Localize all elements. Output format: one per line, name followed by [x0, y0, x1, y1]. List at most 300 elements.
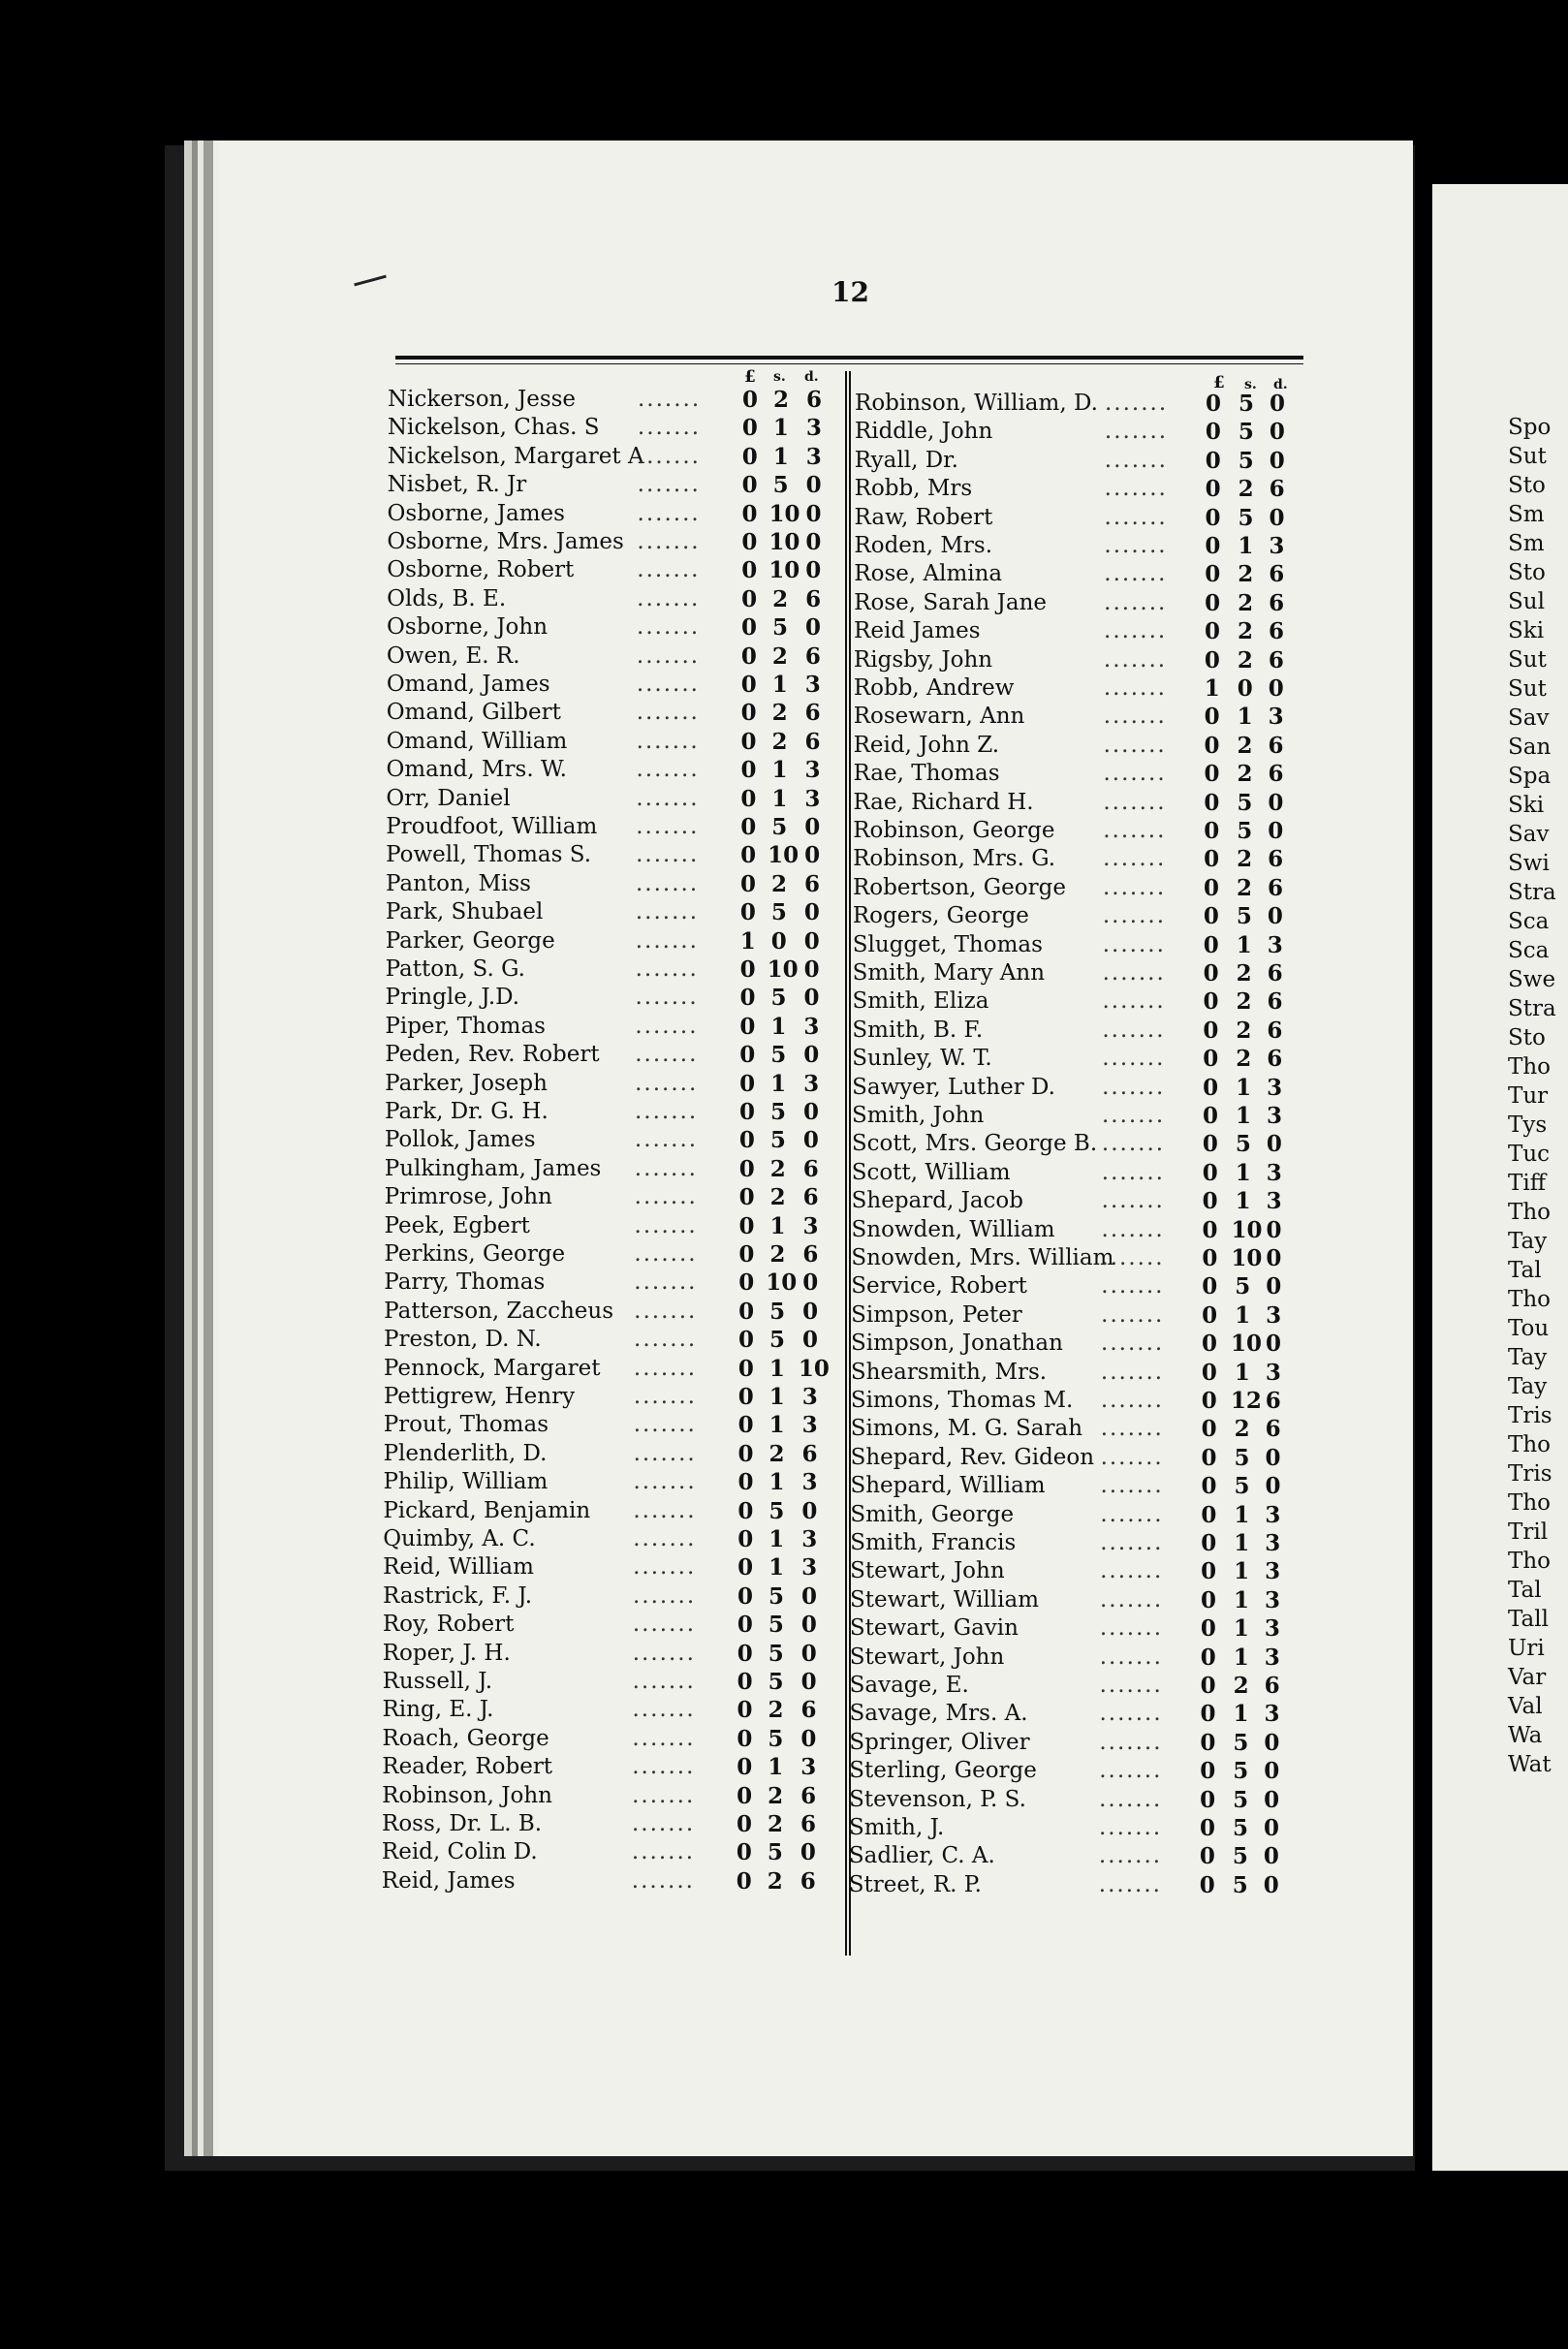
- pence-value: 0: [1263, 1871, 1279, 1898]
- leader-dots: .......: [637, 443, 701, 469]
- ledger-row: [852, 1217, 1298, 1245]
- pence-value: 0: [800, 1582, 817, 1610]
- subscriber-name: Olds, B. E.: [387, 585, 507, 611]
- adjacent-fragment: Tris: [1508, 1461, 1552, 1487]
- pounds-value: 0: [738, 1241, 755, 1268]
- ledger-row: [387, 729, 842, 757]
- leader-dots: .......: [632, 1725, 696, 1751]
- pounds-value: 0: [1203, 960, 1219, 987]
- leader-dots: .......: [632, 1612, 697, 1638]
- pence-value: 3: [803, 1013, 820, 1040]
- pounds-value: 0: [1199, 1815, 1215, 1841]
- shillings-value: 1: [768, 1754, 784, 1781]
- leader-dots: .......: [634, 1155, 698, 1181]
- leader-dots: .......: [1099, 1644, 1163, 1670]
- ledger-row: [855, 505, 1301, 533]
- subscriber-name: Pettigrew, Henry: [383, 1384, 576, 1409]
- shillings-value: 5: [769, 1127, 786, 1154]
- pounds-value: 0: [1202, 1159, 1218, 1186]
- subscriber-name: Savage, Mrs. A.: [849, 1701, 1028, 1727]
- adjacent-fragment: Tou: [1508, 1316, 1550, 1341]
- subscriber-name: Omand, Mrs. W.: [386, 757, 567, 783]
- pounds-value: 0: [1202, 1331, 1218, 1358]
- ledger-row: [853, 846, 1299, 874]
- adjacent-fragment: Stra: [1508, 880, 1556, 905]
- ledger-row: [851, 1331, 1297, 1359]
- ledger-row: [386, 757, 841, 785]
- pence-value: 0: [802, 1327, 819, 1354]
- subscriber-name: Nickelson, Margaret A: [387, 443, 644, 469]
- subscriber-name: Robinson, William, D.: [855, 391, 1098, 416]
- leader-dots: .......: [637, 472, 701, 498]
- leader-dots: .......: [1100, 1444, 1164, 1470]
- subscriber-name: Rose, Almina: [854, 561, 1003, 587]
- shillings-value: 2: [768, 1782, 784, 1809]
- pence-value: 3: [1264, 1644, 1280, 1671]
- pence-value: 0: [1263, 1815, 1279, 1841]
- subscriber-name: Scott, William: [851, 1159, 1011, 1185]
- ledger-row: [853, 960, 1299, 988]
- ledger-row: [386, 928, 841, 956]
- subscriber-name: Osborne, James: [387, 500, 565, 526]
- pence-value: 3: [1267, 931, 1283, 958]
- leader-dots: .......: [1099, 1701, 1163, 1727]
- subscriber-name: Stevenson, P. S.: [849, 1786, 1026, 1812]
- leader-dots: .......: [635, 1013, 699, 1039]
- subscriber-name: Raw, Robert: [854, 504, 993, 530]
- subscriber-name: Sadlier, C. A.: [848, 1843, 995, 1869]
- pence-value: 3: [1265, 1501, 1281, 1528]
- adjacent-fragment: Val: [1508, 1694, 1543, 1719]
- ledger-row: [384, 1299, 839, 1327]
- ledger-row: [386, 871, 841, 899]
- subscriber-name: Nickelson, Chas. S: [387, 415, 600, 441]
- subscriber-name: Riddle, John: [854, 419, 993, 445]
- subscriber-name: Ryall, Dr.: [854, 447, 958, 473]
- pounds-value: 0: [741, 529, 758, 555]
- pounds-value: 0: [736, 1839, 752, 1866]
- ledger-row: [849, 1787, 1295, 1815]
- pence-value: 6: [1265, 1388, 1281, 1414]
- subscriber-name: Robb, Andrew: [853, 675, 1015, 701]
- subscriber-name: Owen, E. R.: [386, 642, 520, 669]
- subscriber-name: Plenderlith, D.: [383, 1440, 548, 1466]
- ledger-row: [854, 704, 1300, 732]
- subscriber-name: Nisbet, R. Jr: [387, 472, 527, 498]
- pence-value: 0: [1268, 675, 1284, 702]
- subscriber-name: Stewart, John: [849, 1644, 1005, 1670]
- ledger-row: [855, 419, 1301, 447]
- shillings-value: 2: [1237, 761, 1253, 788]
- ledger-row: [384, 1327, 839, 1355]
- subscriber-name: Powell, Thomas S.: [386, 842, 592, 868]
- pence-value: 6: [805, 585, 822, 612]
- ledger-row: [382, 1697, 837, 1725]
- leader-dots: .......: [1104, 447, 1168, 473]
- pounds-value: 0: [1204, 789, 1220, 816]
- pence-value: 0: [803, 956, 820, 983]
- leader-dots: .......: [637, 557, 701, 583]
- leader-dots: .......: [635, 899, 700, 925]
- pounds-value: 0: [1203, 874, 1219, 901]
- ledger-row: [386, 842, 841, 870]
- pounds-value: 0: [737, 1612, 753, 1639]
- pounds-value: 0: [738, 1327, 755, 1354]
- leader-dots: .......: [1101, 1331, 1165, 1357]
- subscriber-name: Roden, Mrs.: [854, 533, 992, 558]
- pence-value: 3: [804, 672, 821, 698]
- shillings-value: 5: [768, 1669, 784, 1695]
- leader-dots: .......: [637, 529, 701, 554]
- ledger-row: [850, 1530, 1296, 1558]
- subscriber-name: Peek, Egbert: [384, 1212, 530, 1238]
- adjacent-fragment: Tho: [1508, 1287, 1552, 1312]
- pounds-value: 0: [1203, 988, 1219, 1016]
- shillings-value: 2: [1237, 646, 1253, 673]
- shillings-value: 5: [768, 1582, 784, 1610]
- pence-value: 0: [802, 1099, 819, 1125]
- shillings-value: 1: [1235, 1159, 1251, 1186]
- ledger-row: [850, 1473, 1296, 1501]
- adjacent-fragment: Tho: [1508, 1549, 1552, 1574]
- leader-dots: .......: [634, 1212, 698, 1238]
- shillings-value: 5: [1237, 789, 1253, 816]
- shillings-value: 1: [1233, 1701, 1249, 1728]
- shillings-value: 2: [772, 585, 789, 612]
- leader-dots: .......: [1104, 419, 1169, 445]
- pounds-value: 0: [736, 1867, 752, 1895]
- subscriber-name: Osborne, Mrs. James: [387, 529, 624, 554]
- subscriber-name: Smith, Eliza: [852, 988, 989, 1015]
- ledger-row: [386, 814, 841, 842]
- leader-dots: .......: [636, 642, 701, 669]
- leader-dots: .......: [631, 1867, 695, 1894]
- leader-dots: .......: [1102, 1103, 1166, 1128]
- ledger-row: [855, 391, 1301, 419]
- subscriber-name: Shepard, William: [850, 1473, 1046, 1499]
- adjacent-fragment: Sut: [1508, 444, 1547, 469]
- subscriber-name: Ring, E. J.: [382, 1697, 494, 1723]
- ledger-page: [184, 141, 1413, 2156]
- leader-dots: .......: [1100, 1388, 1164, 1413]
- shillings-value: 1: [771, 785, 788, 812]
- subscriber-name: Sawyer, Luther D.: [852, 1074, 1055, 1100]
- adjacent-fragment: Ski: [1508, 793, 1545, 818]
- subscriber-name: Shearsmith, Mrs.: [850, 1359, 1048, 1385]
- shillings-value: 5: [768, 1640, 784, 1667]
- ledger-row: [384, 1441, 839, 1469]
- ledger-row: [383, 1669, 838, 1697]
- subscriber-name: Reid, James: [381, 1867, 516, 1894]
- ledger-row: [851, 1302, 1297, 1331]
- pence-value: 10: [798, 1355, 830, 1382]
- pence-value: 6: [1269, 618, 1285, 645]
- shillings-value: 10: [767, 956, 799, 983]
- pounds-value: 0: [1202, 1188, 1218, 1215]
- ledger-row: [384, 1384, 839, 1412]
- subscriber-name: Robertson, George: [852, 874, 1066, 900]
- left-shillings-header: s.: [773, 369, 786, 385]
- leader-dots: .......: [635, 956, 699, 982]
- shillings-value: 5: [769, 1099, 786, 1125]
- adjacent-fragment: Sm: [1508, 531, 1545, 556]
- shillings-value: 1: [1234, 1359, 1250, 1386]
- subscriber-name: Panton, Miss: [385, 870, 531, 896]
- pounds-value: 0: [1201, 1388, 1217, 1414]
- ledger-row: [853, 875, 1299, 903]
- pounds-value: 0: [737, 1697, 753, 1724]
- shillings-value: 1: [768, 1384, 785, 1410]
- pence-value: 3: [1265, 1530, 1281, 1556]
- subscriber-name: Roy, Robert: [382, 1612, 515, 1638]
- subscriber-name: Sterling, George: [849, 1758, 1037, 1784]
- ledger-row: [387, 643, 842, 672]
- ledger-row: [385, 1071, 840, 1099]
- shillings-value: 5: [772, 472, 789, 499]
- leader-dots: .......: [636, 814, 700, 839]
- pounds-value: 0: [737, 1725, 753, 1752]
- subscriber-name: Peden, Rev. Robert: [385, 1042, 600, 1068]
- leader-dots: .......: [1099, 1615, 1164, 1642]
- shillings-value: 5: [1236, 903, 1252, 930]
- pounds-value: 0: [1200, 1786, 1216, 1813]
- adjacent-fragment: Tys: [1508, 1112, 1548, 1138]
- pence-value: 0: [1267, 903, 1283, 930]
- pounds-value: 0: [1202, 1301, 1218, 1329]
- pence-value: 6: [1268, 732, 1284, 759]
- pounds-value: 0: [1205, 561, 1221, 588]
- shillings-value: 1: [1233, 1644, 1249, 1671]
- pounds-value: 0: [1199, 1843, 1215, 1870]
- shillings-value: 5: [769, 1327, 786, 1354]
- ledger-row: [385, 1099, 840, 1127]
- ledger-row: [853, 932, 1299, 960]
- subscriber-name: Reid, John Z.: [853, 732, 1000, 758]
- ledger-row: [852, 988, 1298, 1017]
- pounds-value: 0: [739, 985, 756, 1012]
- ink-mark: [354, 275, 387, 287]
- adjacent-fragment: Tall: [1508, 1607, 1549, 1632]
- leader-dots: .......: [633, 1526, 697, 1551]
- right-pounds-header: £: [1213, 373, 1225, 392]
- shillings-value: 2: [1238, 561, 1254, 588]
- shillings-value: 5: [1235, 1131, 1251, 1158]
- ledger-row: [850, 1587, 1296, 1615]
- ledger-row: [850, 1502, 1296, 1530]
- leader-dots: .......: [1104, 533, 1168, 558]
- pounds-value: 0: [738, 1127, 755, 1154]
- subscriber-name: Simons, M. G. Sarah: [850, 1416, 1083, 1442]
- pounds-value: 0: [1201, 1558, 1217, 1585]
- leader-dots: .......: [632, 1754, 696, 1780]
- pence-value: 0: [805, 529, 822, 555]
- pounds-value: 0: [739, 956, 756, 983]
- pence-value: 0: [803, 985, 820, 1012]
- pence-value: 3: [1265, 1359, 1281, 1386]
- ledger-row: [852, 1131, 1298, 1159]
- ledger-row: [849, 1872, 1295, 1900]
- pence-value: 6: [1268, 646, 1284, 673]
- shillings-value: 10: [1231, 1331, 1263, 1358]
- ledger-row: [382, 1783, 837, 1811]
- pence-value: 6: [805, 387, 822, 413]
- ledger-row: [385, 985, 840, 1013]
- shillings-value: 2: [1237, 732, 1253, 759]
- subscriber-name: Smith, Mary Ann: [852, 960, 1046, 986]
- pounds-value: 0: [1200, 1644, 1216, 1671]
- subscriber-name: Rogers, George: [852, 903, 1029, 929]
- ledger-row: [850, 1558, 1296, 1586]
- pence-value: 0: [801, 1497, 818, 1524]
- pounds-value: 0: [738, 1298, 755, 1325]
- subscriber-name: Simpson, Peter: [851, 1301, 1022, 1328]
- pence-value: 3: [1268, 704, 1284, 731]
- pence-value: 3: [1264, 1701, 1280, 1728]
- pence-value: 0: [1266, 1245, 1282, 1271]
- ledger-row: [851, 1445, 1297, 1473]
- pence-value: 3: [1266, 1301, 1282, 1329]
- leader-dots: .......: [1099, 1729, 1163, 1755]
- pence-value: 6: [804, 728, 821, 755]
- pounds-value: 0: [741, 387, 758, 413]
- leader-dots: .......: [635, 985, 699, 1011]
- ledger-row: [386, 899, 841, 927]
- pounds-value: 0: [1201, 1359, 1217, 1386]
- shillings-value: 5: [1237, 818, 1253, 844]
- adjacent-fragment: Stra: [1508, 996, 1556, 1021]
- ledger-row: [383, 1583, 838, 1612]
- subscriber-name: Shepard, Jacob: [851, 1188, 1023, 1214]
- shillings-value: 1: [768, 1526, 785, 1552]
- leader-dots: .......: [1100, 1558, 1164, 1584]
- subscriber-name: Osborne, Robert: [387, 557, 575, 583]
- adjacent-page-edge: [1432, 184, 1568, 2171]
- adjacent-fragment: Spa: [1508, 764, 1552, 789]
- leader-dots: .......: [633, 1469, 697, 1495]
- shillings-value: 10: [1231, 1245, 1263, 1271]
- ledger-row: [383, 1641, 838, 1669]
- shillings-value: 1: [768, 1355, 785, 1382]
- pounds-value: 0: [1202, 1103, 1218, 1129]
- leader-dots: .......: [632, 1811, 696, 1836]
- adjacent-fragment: Tho: [1508, 1200, 1552, 1225]
- subscriber-name: Shepard, Rev. Gideon: [850, 1444, 1095, 1470]
- ledger-row: [385, 1184, 840, 1212]
- subscriber-name: Stewart, William: [849, 1586, 1040, 1613]
- shillings-value: 1: [771, 757, 788, 784]
- subscriber-name: Simons, Thomas M.: [850, 1388, 1074, 1413]
- pence-value: 3: [801, 1412, 818, 1439]
- shillings-value: 2: [771, 642, 788, 670]
- pence-value: 6: [1268, 761, 1284, 788]
- pence-value: 6: [801, 1440, 818, 1467]
- shillings-value: 2: [1236, 988, 1252, 1016]
- pence-value: 6: [1269, 589, 1285, 616]
- pence-value: 0: [1269, 504, 1285, 531]
- pounds-value: 0: [741, 614, 758, 642]
- ledger-row: [855, 476, 1301, 504]
- pounds-value: 0: [1201, 1416, 1217, 1443]
- pounds-value: 0: [737, 1497, 754, 1524]
- leader-dots: .......: [636, 785, 700, 811]
- ledger-row: [384, 1269, 839, 1298]
- pounds-value: 0: [740, 642, 757, 670]
- leader-dots: .......: [1102, 903, 1167, 929]
- leader-dots: .......: [1101, 1159, 1165, 1185]
- leader-dots: .......: [1104, 476, 1168, 502]
- ledger-row: [852, 1018, 1298, 1046]
- shillings-value: 1: [1234, 1558, 1250, 1585]
- pence-value: 6: [1267, 988, 1283, 1016]
- pence-value: 0: [805, 500, 822, 527]
- subscriber-name: Omand, James: [386, 672, 550, 697]
- pence-value: 6: [804, 642, 821, 670]
- subscriber-name: Reid James: [854, 618, 981, 644]
- ledger-row: [388, 415, 843, 443]
- subscriber-name: Stewart, John: [850, 1558, 1005, 1584]
- leader-dots: .......: [1104, 589, 1168, 615]
- ledger-row: [852, 1188, 1298, 1216]
- subscriber-name: Sunley, W. T.: [852, 1046, 992, 1072]
- leader-dots: .......: [1104, 504, 1168, 530]
- shillings-value: 5: [1238, 391, 1254, 417]
- leader-dots: .......: [1103, 761, 1167, 787]
- leader-dots: .......: [636, 700, 700, 726]
- pounds-value: 0: [739, 1042, 756, 1069]
- shillings-value: 1: [1238, 533, 1254, 559]
- pounds-value: 0: [1200, 1729, 1216, 1756]
- leader-dots: .......: [1098, 1843, 1163, 1869]
- ledger-row: [387, 529, 842, 557]
- pounds-value: 0: [1200, 1701, 1216, 1728]
- ledger-row: [383, 1554, 838, 1582]
- subscriber-name: Reid, Colin D.: [381, 1839, 538, 1865]
- shillings-value: 5: [768, 1612, 784, 1639]
- adjacent-fragment: Sto: [1508, 560, 1546, 585]
- pounds-value: 0: [741, 557, 758, 584]
- subscriber-name: Piper, Thomas: [385, 1013, 546, 1039]
- left-pence-header: d.: [804, 369, 819, 385]
- pounds-value: 0: [736, 1811, 752, 1837]
- pounds-value: 0: [1203, 931, 1219, 958]
- pence-value: 6: [800, 1811, 816, 1837]
- shillings-value: 12: [1230, 1388, 1262, 1414]
- pounds-value: 0: [737, 1582, 753, 1610]
- ledger-row: [850, 1615, 1296, 1644]
- pence-value: 0: [1263, 1843, 1279, 1870]
- ledger-row: [851, 1245, 1297, 1273]
- subscriber-name: Proudfoot, William: [386, 814, 598, 839]
- leader-dots: .......: [633, 1554, 697, 1581]
- leader-dots: .......: [631, 1839, 696, 1865]
- subscriber-name: Roper, J. H.: [382, 1640, 511, 1666]
- ledger-row: [854, 533, 1300, 561]
- shillings-value: 2: [1233, 1673, 1249, 1699]
- subscriber-name: Service, Robert: [851, 1273, 1027, 1300]
- shillings-value: 5: [1238, 504, 1254, 531]
- pounds-value: 0: [1200, 1586, 1216, 1613]
- pence-value: 0: [800, 1839, 816, 1866]
- shillings-value: 2: [772, 387, 789, 413]
- subscriber-name: Nickerson, Jesse: [388, 387, 577, 412]
- ledger-row: [853, 761, 1299, 789]
- ledger-row: [851, 1416, 1297, 1444]
- subscriber-name: Robinson, John: [382, 1782, 552, 1808]
- ledger-row: [383, 1612, 838, 1640]
- pounds-value: 0: [737, 1412, 754, 1439]
- leader-dots: .......: [1100, 1416, 1164, 1442]
- leader-dots: .......: [637, 415, 702, 441]
